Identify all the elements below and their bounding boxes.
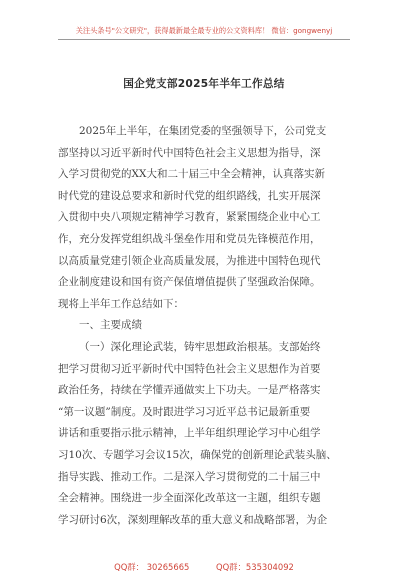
paragraph-line: 学习研讨6次，深刻理解改革的重大意义和战略部署，为企 <box>58 513 328 526</box>
paragraph-line: 企业制度建设和国有资产保值增值提供了坚强政治保障。 <box>58 276 321 289</box>
qq-group-1: QQ群： 30265665 <box>114 562 190 572</box>
paragraph-line: 以高质量党建引领企业高质量发展，为推进中国特色现代 <box>58 254 321 267</box>
paragraph-line: （一）深化理论武装，铸牢思想政治根基。支部始终 <box>79 340 321 353</box>
paragraph-line: 把学习贯彻习近平新时代中国特色社会主义思想作为首要 <box>58 362 321 375</box>
header-notice: 关注头条号"公文研究"，获得最新最全最专业的公文资料库！ 微信：gongwenyj <box>75 26 333 35</box>
document-body <box>58 121 350 531</box>
qq-group-2: QQ群：535304092 <box>215 562 294 572</box>
paragraph-line: 指导实践、推动工作。二是深入学习贯彻党的二十届三中 <box>58 470 321 483</box>
paragraph-line: 政治任务，持续在学懂弄通做实上下功夫。一是严格落实 <box>58 384 321 397</box>
paragraph-line: 习10次、专题学习会议15次，确保党的创新理论武装头脑、 <box>58 448 337 461</box>
header-divider <box>58 39 350 40</box>
document-title: 国企党支部2025年半年工作总结 <box>123 78 285 90</box>
paragraph-line: “第一议题”制度。及时跟进学习习近平总书记最新重要 <box>58 405 311 418</box>
paragraph-line: 入学习贯彻党的XX大和二十届三中全会精神，认真落实新 <box>58 168 325 181</box>
paragraph-line: 入贯彻中央八项规定精神学习教育，紧紧围绕企业中心工 <box>58 211 321 224</box>
paragraph-line: 作，充分发挥党组织战斗堡垒作用和党员先锋模范作用， <box>58 232 321 245</box>
paragraph-line: 时代党的建设总要求和新时代党的组织路线，扎实开展深 <box>58 189 321 202</box>
paragraph-line: 部坚持以习近平新时代中国特色社会主义思想为指导，深 <box>58 146 321 159</box>
paragraph-line: 2025年上半年，在集团党委的坚强领导下，公司党支 <box>79 125 327 137</box>
footer-contact <box>0 561 408 573</box>
paragraph-line: 现将上半年工作总结如下： <box>58 297 184 310</box>
section-heading: 一、主要成绩 <box>79 319 142 332</box>
paragraph-line: 讲话和重要指示批示精神，上半年组织理论学习中心组学 <box>58 427 321 440</box>
paragraph-line: 全会精神。围绕进一步全面深化改革这一主题，组织专题 <box>58 492 321 505</box>
